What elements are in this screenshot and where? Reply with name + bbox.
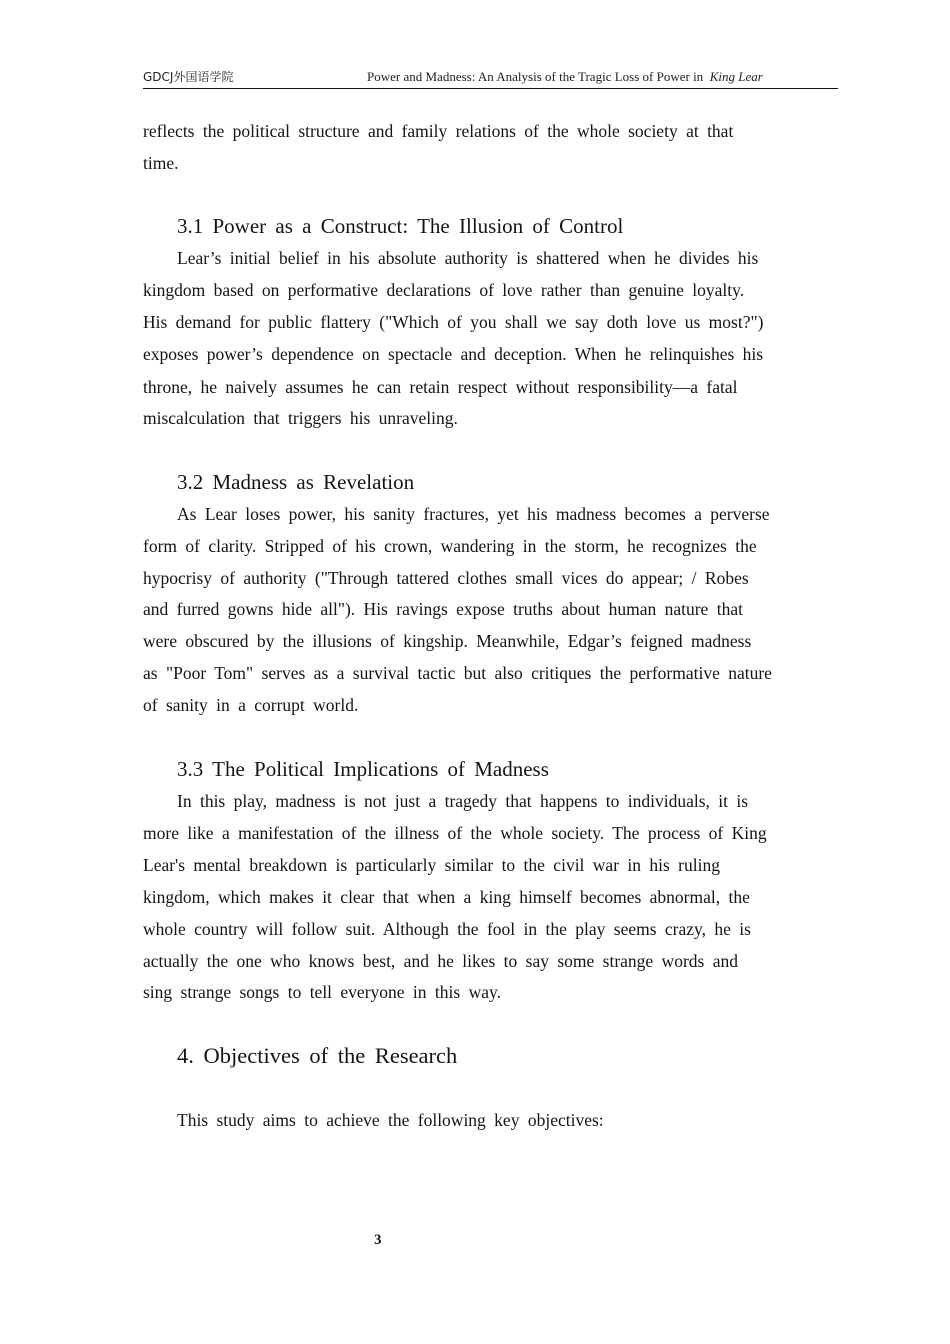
section-heading-3-1: 3.1 Power as a Construct: The Illusion of Control [177, 214, 624, 238]
paragraph-line: as "Poor Tom" serves as a survival tactic but also critiques the performative nature [143, 663, 772, 683]
section-heading-3-2: 3.2 Madness as Revelation [177, 470, 415, 494]
page-number: 3 [374, 1232, 382, 1248]
paragraph-line: actually the one who knows best, and he likes to say some strange words and [143, 951, 738, 971]
paragraph-line: hypocrisy of authority ("Through tattered clothes small vices do appear; / Robes [143, 568, 749, 588]
paragraph-line: Lear’s initial belief in his absolute authority is shattered when he divides his [177, 248, 759, 268]
paragraph-line: time. [143, 153, 179, 173]
paragraph-line: In this play, madness is not just a tragedy that happens to individuals, it is [177, 791, 749, 811]
paragraph-line: and furred gowns hide all"). His ravings expose truths about human nature that [143, 599, 743, 619]
header-institution: GDCJ外国语学院 [143, 70, 234, 84]
section-heading-4: 4. Objectives of the Research [177, 1043, 458, 1068]
paragraph-line: His demand for public flattery ("Which of you shall we say doth love us most?") [143, 312, 764, 332]
header-title [367, 69, 763, 85]
paragraph-line: miscalculation that triggers his unraveling. [143, 408, 458, 428]
section-heading-3-3: 3.3 The Political Implications of Madness [177, 757, 549, 781]
paragraph-line: whole country will follow suit. Although the fool in the play seems crazy, he is [143, 919, 751, 939]
paragraph-line: of sanity in a corrupt world. [143, 695, 359, 715]
paragraph-line: form of clarity. Stripped of his crown, wandering in the storm, he recognizes the [143, 536, 757, 556]
paragraph-line: more like a manifestation of the illness of the whole society. The process of King [143, 823, 767, 843]
paragraph-line: throne, he naively assumes he can retain respect without responsibility—a fatal [143, 377, 738, 397]
paragraph-line: kingdom based on performative declarations of love rather than genuine loyalty. [143, 280, 745, 300]
page-header [143, 66, 838, 89]
paragraph-line: were obscured by the illusions of kingship. Meanwhile, Edgar’s feigned madness [143, 631, 752, 651]
paragraph-line: exposes power’s dependence on spectacle and deception. When he relinquishes his [143, 344, 764, 364]
header-title-italic: King Lear [709, 69, 763, 84]
paragraph-line: This study aims to achieve the following key objectives: [177, 1110, 604, 1130]
paragraph-line: reflects the political structure and family relations of the whole society at that [143, 121, 734, 141]
paragraph-line: Lear's mental breakdown is particularly similar to the civil war in his ruling [143, 855, 720, 875]
paragraph-line: sing strange songs to tell everyone in this way. [143, 982, 501, 1002]
header-title-main: Power and Madness: An Analysis of the Tragic Loss of Power in [367, 69, 704, 84]
paragraph-line: kingdom, which makes it clear that when a king himself becomes abnormal, the [143, 887, 750, 907]
paragraph-line: As Lear loses power, his sanity fractures, yet his madness becomes a perverse [177, 504, 770, 524]
